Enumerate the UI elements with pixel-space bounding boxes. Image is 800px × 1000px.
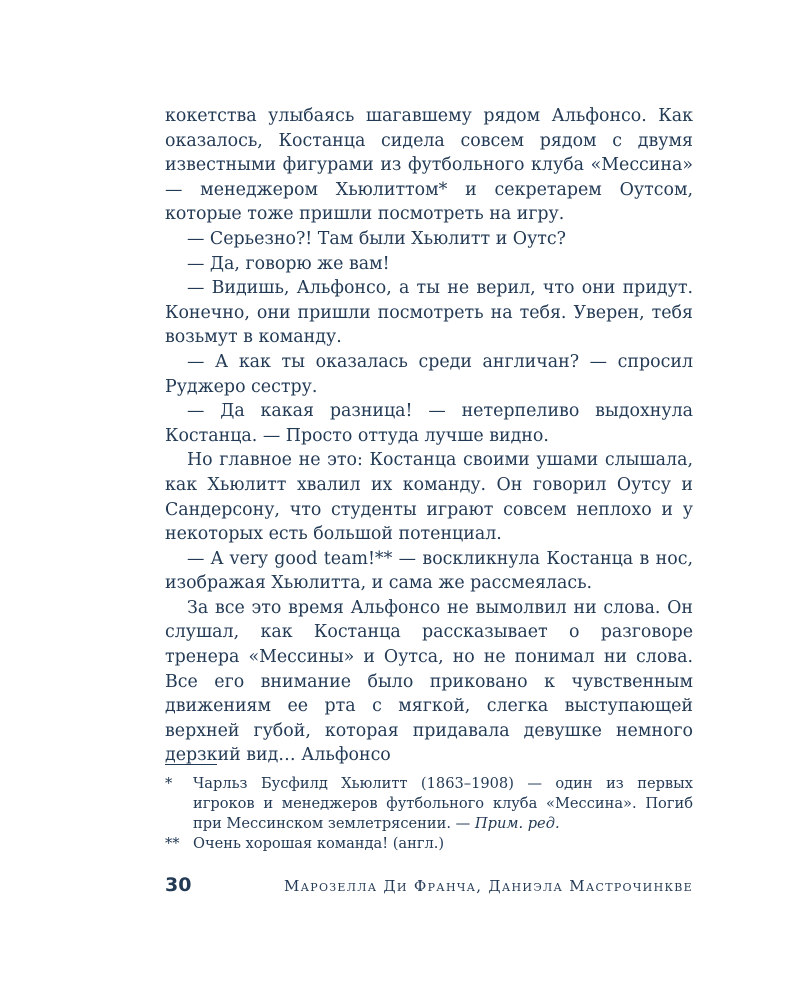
paragraph: Но главное не это: Костанца своими ушами слышала, как Хьюлитт хвалил их команду. Он говорил Оутсу и Сандерсону, что студенты играют совсем неплохо и у некоторых есть большой потенциал. [165, 450, 693, 545]
footnote-body: Чарльз Бусфилд Хьюлитт (1863–1908) — один из первых игроков и менеджеров футбольного клуба «Мессина». Погиб при Мессинском землетрясении. — [193, 775, 693, 832]
body-text [165, 104, 693, 768]
running-head-authors: Марозелла Ди Франча, Даниэла Мастрочинкве [283, 877, 693, 895]
page-footer [165, 874, 693, 898]
editor-note: Прим. ред. [474, 815, 560, 832]
footnote-mark: ** [165, 835, 180, 852]
paragraph: — Серьезно?! Там были Хьюлитт и Оутс? [187, 228, 566, 249]
paragraph: — Видишь, Альфонсо, а ты не верил, что они придут. Конечно, они пришли посмотреть на тебя. Уверен, тебя возьмут в команду. [165, 278, 693, 348]
paragraph: — Да, говорю же вам! [187, 253, 390, 274]
paragraph: За все это время Альфонсо не вымолвил ни слова. Он слушал, как Костанца рассказывает о разговоре тренера «Мессины» и Оутса, но не понимал ни слова. Все его внимание было приковано к чувственным движениям ее рта с мягкой, слегка выступающей верхней губой, которая придавала девушке немного дерзкий вид… Альфонсо [165, 597, 693, 766]
footnote-divider [165, 764, 217, 765]
footnote-mark: * [165, 775, 173, 792]
paragraph: — А как ты оказалась среди англичан? — спросил Руджеро сестру. [165, 351, 693, 397]
footnotes [165, 774, 693, 854]
footnote-body: Очень хорошая команда! (англ.) [193, 835, 445, 852]
paragraph: кокетства улыбаясь шагавшему рядом Альфонсо. Как оказалось, Костанца сидела совсем рядом с двумя известными фигурами из футбольного клуба «Мессина» — менеджером Хьюлиттом* и секретарем Оутсом, которые тоже пришли посмотреть на игру. [165, 106, 693, 225]
paragraph: — Да какая разница! — нетерпеливо выдохнула Костанца. — Просто оттуда лучше видно. [165, 401, 693, 446]
page-number: 30 [165, 874, 192, 896]
footnote-text [193, 774, 693, 834]
footnote-text [193, 834, 693, 854]
footnote [165, 774, 693, 834]
paragraph: — A very good team!** — воскликнула Костанца в нос, изображая Хьюлитта, и сама же рассмеялась. [165, 548, 693, 594]
footnote [165, 834, 693, 854]
